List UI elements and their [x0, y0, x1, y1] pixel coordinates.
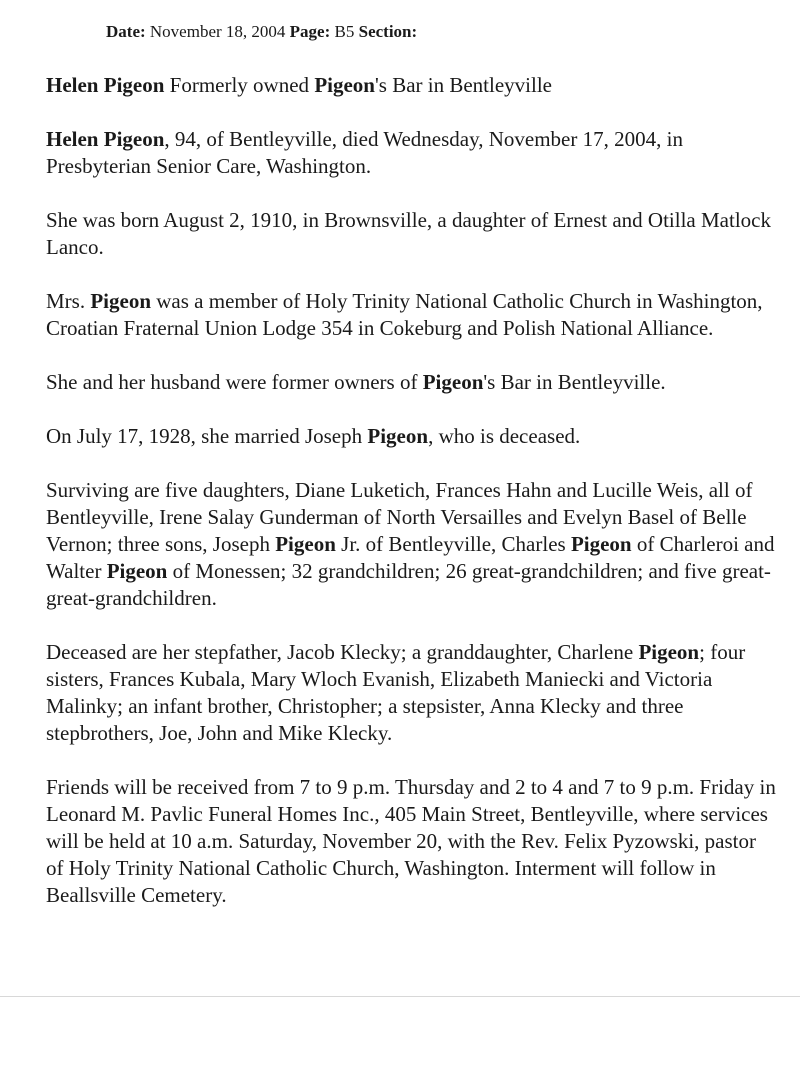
text-run: Friends will be received from 7 to 9 p.m. Thursday and 2 to 4 and 7 to 9 p.m. Friday in Leonard M. Pavlic Funeral Homes Inc., 405 Main Street, Bentleyville, where services will be held at 10 a.m. Saturday, November 20, with the Rev. Felix Pyzowski, pastor of Holy Trinity National Catholic Church, Washington. Interment will follow in Beallsville Cemetery. — [46, 775, 776, 907]
section-label: Section: — [358, 22, 418, 41]
page-label: Page: — [289, 22, 331, 41]
bold-name-run: Pigeon — [314, 73, 375, 97]
text-run: Surviving are five daughters, Diane Luketich, Frances Hahn and Lucille Weis, all of Bentleyville, Irene Salay Gunderman of North Versailles and Evelyn Basel of Belle Vernon; three sons, Joseph — [46, 478, 753, 556]
bold-name-run: Pigeon — [422, 370, 484, 394]
text-run: , 94, of Bentleyville, died Wednesday, November 17, 2004, in Presbyterian Senior Care, Washington. — [46, 127, 683, 178]
scan-artifact-line — [0, 996, 800, 997]
text-run: was a member of Holy Trinity National Catholic Church in Washington, Croatian Fraternal Union Lodge 354 in Cokeburg and Polish National Alliance. — [46, 289, 763, 340]
bold-name-run: Pigeon — [367, 424, 429, 448]
date-value: November 18, 2004 — [149, 22, 286, 41]
text-run: Deceased are her stepfather, Jacob Klecky; a granddaughter, Charlene — [46, 640, 639, 664]
text-run: of Charleroi and Walter — [46, 532, 775, 583]
text-run: 's Bar in Bentleyville. — [483, 370, 666, 394]
text-run: Jr. of Bentleyville, Charles — [335, 532, 571, 556]
text-run: Mrs. — [46, 289, 91, 313]
bold-name-run: Helen Pigeon — [46, 127, 165, 151]
bold-name-run: Pigeon — [638, 640, 700, 664]
article-paragraph — [46, 639, 776, 747]
text-run: Formerly owned — [164, 73, 315, 97]
article-paragraph — [46, 126, 776, 180]
article-paragraph — [46, 288, 776, 342]
article-body — [46, 126, 776, 909]
article-paragraph — [46, 774, 776, 909]
article-paragraph — [46, 207, 776, 261]
text-run: She was born August 2, 1910, in Brownsville, a daughter of Ernest and Otilla Matlock Lanco. — [46, 208, 771, 259]
publication-meta — [106, 20, 417, 44]
bold-name-run: Helen Pigeon — [46, 73, 165, 97]
text-run: , who is deceased. — [428, 424, 581, 448]
page-value: B5 — [334, 22, 355, 41]
article-paragraph — [46, 369, 776, 396]
bold-name-run: Pigeon — [570, 532, 632, 556]
obituary-article — [46, 72, 776, 936]
date-label: Date: — [106, 22, 146, 41]
text-run: of Monessen; 32 grandchildren; 26 great-grandchildren; and five great-great-grandchildren. — [46, 559, 771, 610]
text-run: ; four sisters, Frances Kubala, Mary Wloch Evanish, Elizabeth Maniecki and Victoria Malinky; an infant brother, Christopher; a stepsister, Anna Klecky and three stepbrothers, Joe, John and Mike Klecky. — [46, 640, 746, 745]
text-run: She and her husband were former owners of — [46, 370, 423, 394]
bold-name-run: Pigeon — [275, 532, 336, 556]
text-run: 's Bar in Bentleyville — [374, 73, 552, 97]
text-run: On July 17, 1928, she married Joseph — [46, 424, 368, 448]
bold-name-run: Pigeon — [106, 559, 168, 583]
bold-name-run: Pigeon — [90, 289, 152, 313]
article-paragraph — [46, 477, 776, 612]
article-paragraph — [46, 423, 776, 450]
headline — [46, 72, 776, 99]
